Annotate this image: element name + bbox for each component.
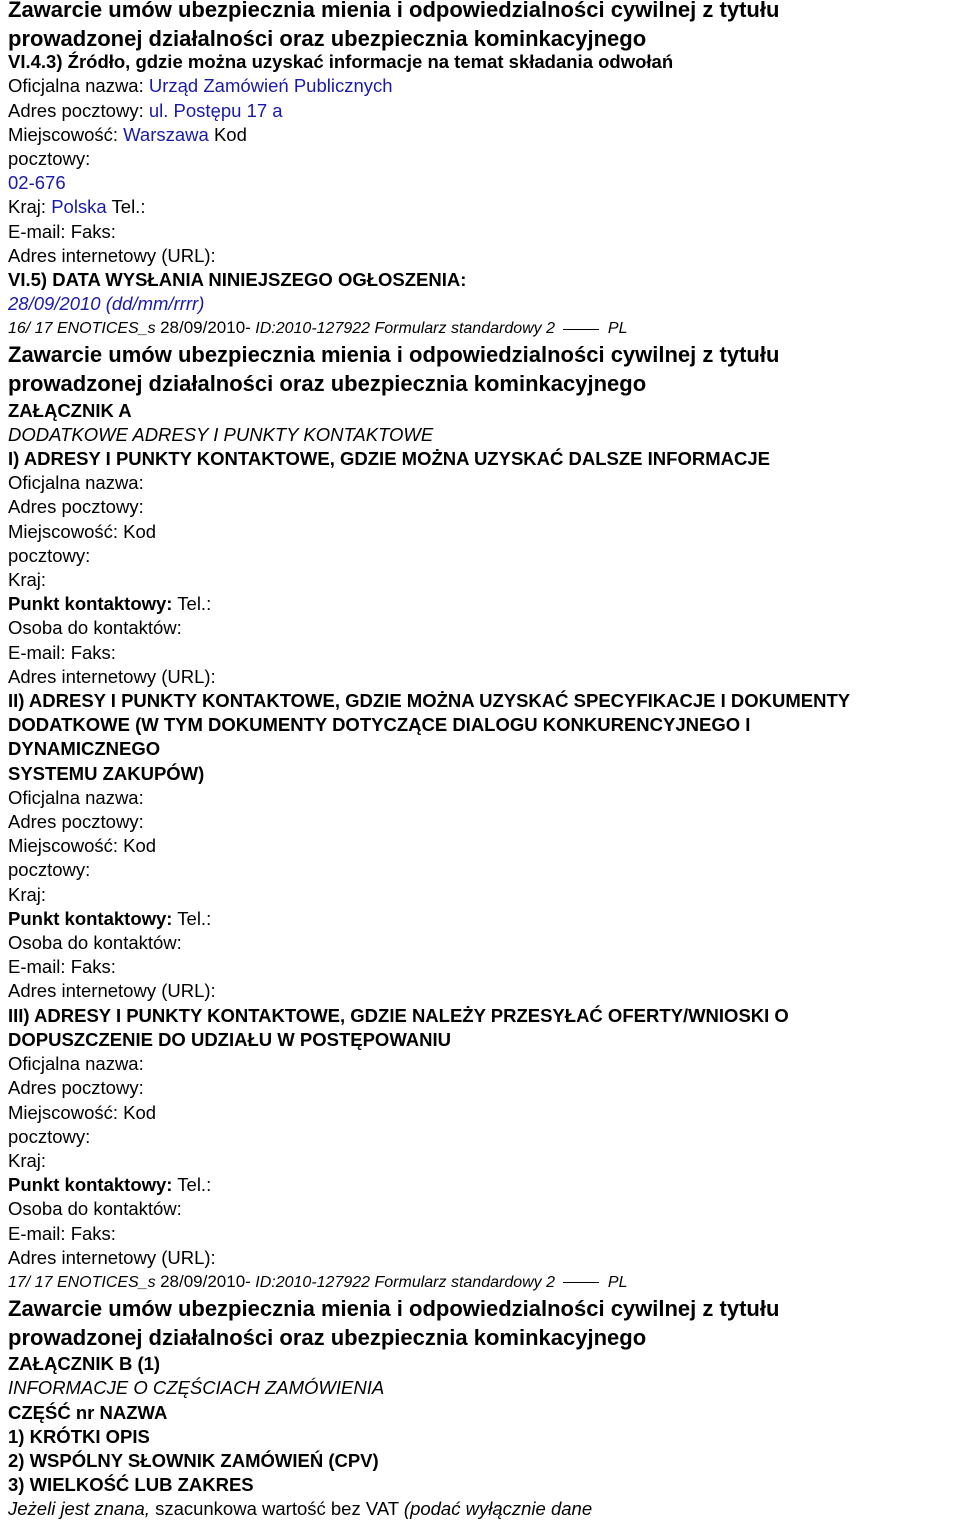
address-label: Adres pocztowy:	[8, 1077, 144, 1099]
annex-a-title: ZAŁĄCZNIK A	[8, 399, 132, 421]
fax-label: Faks:	[70, 220, 116, 242]
contact-row	[8, 1173, 958, 1197]
address-label: Adres pocztowy:	[8, 496, 144, 518]
vi5-date-row	[8, 292, 958, 316]
date-format: (dd/mm/rrrr)	[105, 293, 205, 315]
annex-b-item-2: 2) WSPÓLNY SŁOWNIK ZAMÓWIEŃ (CPV)	[8, 1449, 379, 1471]
dash-line	[563, 1282, 599, 1283]
document-title-line-1: Zawarcie umów ubezpiecznia mienia i odpowiedzialności cywilnej z tytułu	[8, 1295, 780, 1321]
vi43-name-row	[8, 74, 958, 98]
vi43-country-row	[8, 195, 958, 219]
contact-point-label: Punkt kontaktowy:	[8, 593, 173, 615]
postal-label-a: Kod	[213, 123, 247, 145]
country-label: Kraj:	[8, 1149, 47, 1171]
footer-id: ID:2010-127922	[255, 320, 371, 338]
address-label: Adres pocztowy:	[8, 99, 144, 121]
postal-label-a: Kod	[123, 1101, 157, 1123]
contact-row	[8, 592, 958, 616]
footer-page-number: 17/ 17	[8, 1273, 53, 1291]
dash-line	[563, 329, 599, 330]
tel-label: Tel.:	[177, 907, 212, 929]
annex-a-section-2-heading-4: SYSTEMU ZAKUPÓW)	[8, 762, 205, 784]
page-footer-17	[8, 1270, 958, 1295]
email-label: E-mail:	[8, 956, 66, 978]
document-title-line-1: Zawarcie umów ubezpiecznia mienia i odpowiedzialności cywilnej z tytułu	[8, 342, 780, 368]
vi43-address-row	[8, 99, 958, 123]
note-part-c: (podać wyłącznie dane	[403, 1498, 593, 1520]
city-label: Miejscowość:	[8, 1101, 118, 1123]
city-row	[8, 834, 958, 858]
fax-label: Faks:	[70, 956, 116, 978]
vi5-heading: VI.5) DATA WYSŁANIA NINIEJSZEGO OGŁOSZENIA:	[8, 269, 467, 291]
annex-a-section-3-heading-1: III) ADRESY I PUNKTY KONTAKTOWE, GDZIE NALEŻY PRZESYŁAĆ OFERTY/WNIOSKI O	[8, 1004, 789, 1026]
tel-label: Tel.:	[177, 593, 212, 615]
name-label: Oficjalna nazwa:	[8, 75, 144, 97]
postal-label-b: pocztowy:	[8, 148, 91, 169]
fax-label: Faks:	[70, 1222, 116, 1244]
email-label: E-mail:	[8, 641, 66, 663]
vi43-heading: VI.4.3) Źródło, gdzie można uzyskać informacje na temat składania odwołań	[8, 51, 674, 73]
tel-label: Tel.:	[111, 196, 146, 218]
tel-label: Tel.:	[177, 1174, 212, 1196]
document-title-line-1: Zawarcie umów ubezpiecznia mienia i odpowiedzialności cywilnej z tytułu	[8, 0, 780, 22]
email-row	[8, 955, 958, 979]
postal-label-b: pocztowy:	[8, 544, 91, 566]
city-row	[8, 520, 958, 544]
fax-label: Faks:	[70, 641, 116, 663]
city-label: Miejscowość:	[8, 123, 118, 145]
annex-b-title: ZAŁĄCZNIK B (1)	[8, 1353, 161, 1375]
footer-page-number: 16/ 17	[8, 320, 53, 338]
name-value: Urząd Zamówień Publicznych	[148, 75, 393, 97]
city-row	[8, 1101, 958, 1125]
url-label: Adres internetowy (URL):	[8, 980, 216, 1002]
postal-label-b: pocztowy:	[8, 1125, 91, 1147]
country-label: Kraj:	[8, 196, 47, 218]
annex-b-item-3: 3) WIELKOŚĆ LUB ZAKRES	[8, 1474, 254, 1496]
contact-point-label: Punkt kontaktowy:	[8, 907, 173, 929]
person-label: Osoba do kontaktów:	[8, 1198, 182, 1220]
address-value: ul. Postępu 17 a	[148, 99, 283, 121]
postal-value: 02-676	[8, 172, 66, 194]
url-label: Adres internetowy (URL):	[8, 244, 216, 266]
footer-lang: PL	[607, 320, 628, 338]
footer-notices: ENOTICES_s	[56, 1273, 156, 1291]
annex-b-note	[8, 1497, 958, 1521]
page-footer-16	[8, 316, 958, 341]
send-date: 28/09/2010	[8, 293, 101, 315]
url-label: Adres internetowy (URL):	[8, 665, 216, 687]
annex-a-section-2-heading-1: II) ADRESY I PUNKTY KONTAKTOWE, GDZIE MOŻNA UZYSKAĆ SPECYFIKACJE I DOKUMENTY	[8, 690, 851, 712]
country-value: Polska	[51, 196, 107, 218]
name-label: Oficjalna nazwa:	[8, 472, 144, 494]
annex-a-subtitle: DODATKOWE ADRESY I PUNKTY KONTAKTOWE	[8, 423, 434, 445]
vi43-city-row	[8, 123, 958, 147]
country-label: Kraj:	[8, 883, 47, 905]
person-label: Osoba do kontaktów:	[8, 617, 182, 639]
city-label: Miejscowość:	[8, 835, 118, 857]
annex-a-section-1-heading: I) ADRESY I PUNKTY KONTAKTOWE, GDZIE MOŻNA UZYSKAĆ DALSZE INFORMACJE	[8, 448, 770, 470]
annex-a-section-3-heading-2: DOPUSZCZENIE DO UDZIAŁU W POSTĘPOWANIU	[8, 1028, 451, 1050]
annex-b-subtitle: INFORMACJE O CZĘŚCIACH ZAMÓWIENIA	[8, 1377, 385, 1399]
annex-b-part: CZĘŚĆ nr NAZWA	[8, 1401, 168, 1423]
document	[8, 0, 958, 1522]
footer-id: ID:2010-127922	[255, 1273, 371, 1291]
name-label: Oficjalna nazwa:	[8, 786, 144, 808]
postal-label-b: pocztowy:	[8, 859, 91, 881]
city-value: Warszawa	[123, 123, 209, 145]
contact-point-label: Punkt kontaktowy:	[8, 1174, 173, 1196]
email-row	[8, 1222, 958, 1246]
annex-a-section-2-heading-2: DODATKOWE (W TYM DOKUMENTY DOTYCZĄCE DIALOGU KONKURENCYJNEGO I	[8, 714, 751, 736]
footer-lang: PL	[607, 1273, 628, 1291]
name-label: Oficjalna nazwa:	[8, 1053, 144, 1075]
postal-label-a: Kod	[123, 520, 157, 542]
vi43-email-row	[8, 220, 958, 244]
document-title-line-2: prowadzonej działalności oraz ubezpiecznia kominkacyjnego	[8, 371, 647, 397]
document-title-line-2: prowadzonej działalności oraz ubezpiecznia kominkacyjnego	[8, 1324, 647, 1350]
city-label: Miejscowość:	[8, 520, 118, 542]
postal-label-a: Kod	[123, 835, 157, 857]
email-row	[8, 641, 958, 665]
person-label: Osoba do kontaktów:	[8, 932, 182, 954]
annex-b-item-1: 1) KRÓTKI OPIS	[8, 1425, 150, 1447]
url-label: Adres internetowy (URL):	[8, 1246, 216, 1268]
footer-date: 28/09/2010-	[160, 1271, 251, 1291]
footer-form: Formularz standardowy 2	[374, 320, 556, 338]
footer-form: Formularz standardowy 2	[374, 1273, 556, 1291]
document-title-line-2: prowadzonej działalności oraz ubezpiecznia kominkacyjnego	[8, 25, 647, 51]
annex-a-section-2-heading-3: DYNAMICZNEGO	[8, 738, 161, 760]
footer-date: 28/09/2010-	[160, 318, 251, 338]
contact-row	[8, 907, 958, 931]
note-part-b: szacunkowa wartość bez VAT	[155, 1498, 399, 1520]
email-label: E-mail:	[8, 220, 66, 242]
country-label: Kraj:	[8, 569, 47, 591]
address-label: Adres pocztowy:	[8, 811, 144, 833]
footer-notices: ENOTICES_s	[56, 320, 156, 338]
note-part-a: Jeżeli jest znana,	[8, 1498, 150, 1520]
email-label: E-mail:	[8, 1222, 66, 1244]
